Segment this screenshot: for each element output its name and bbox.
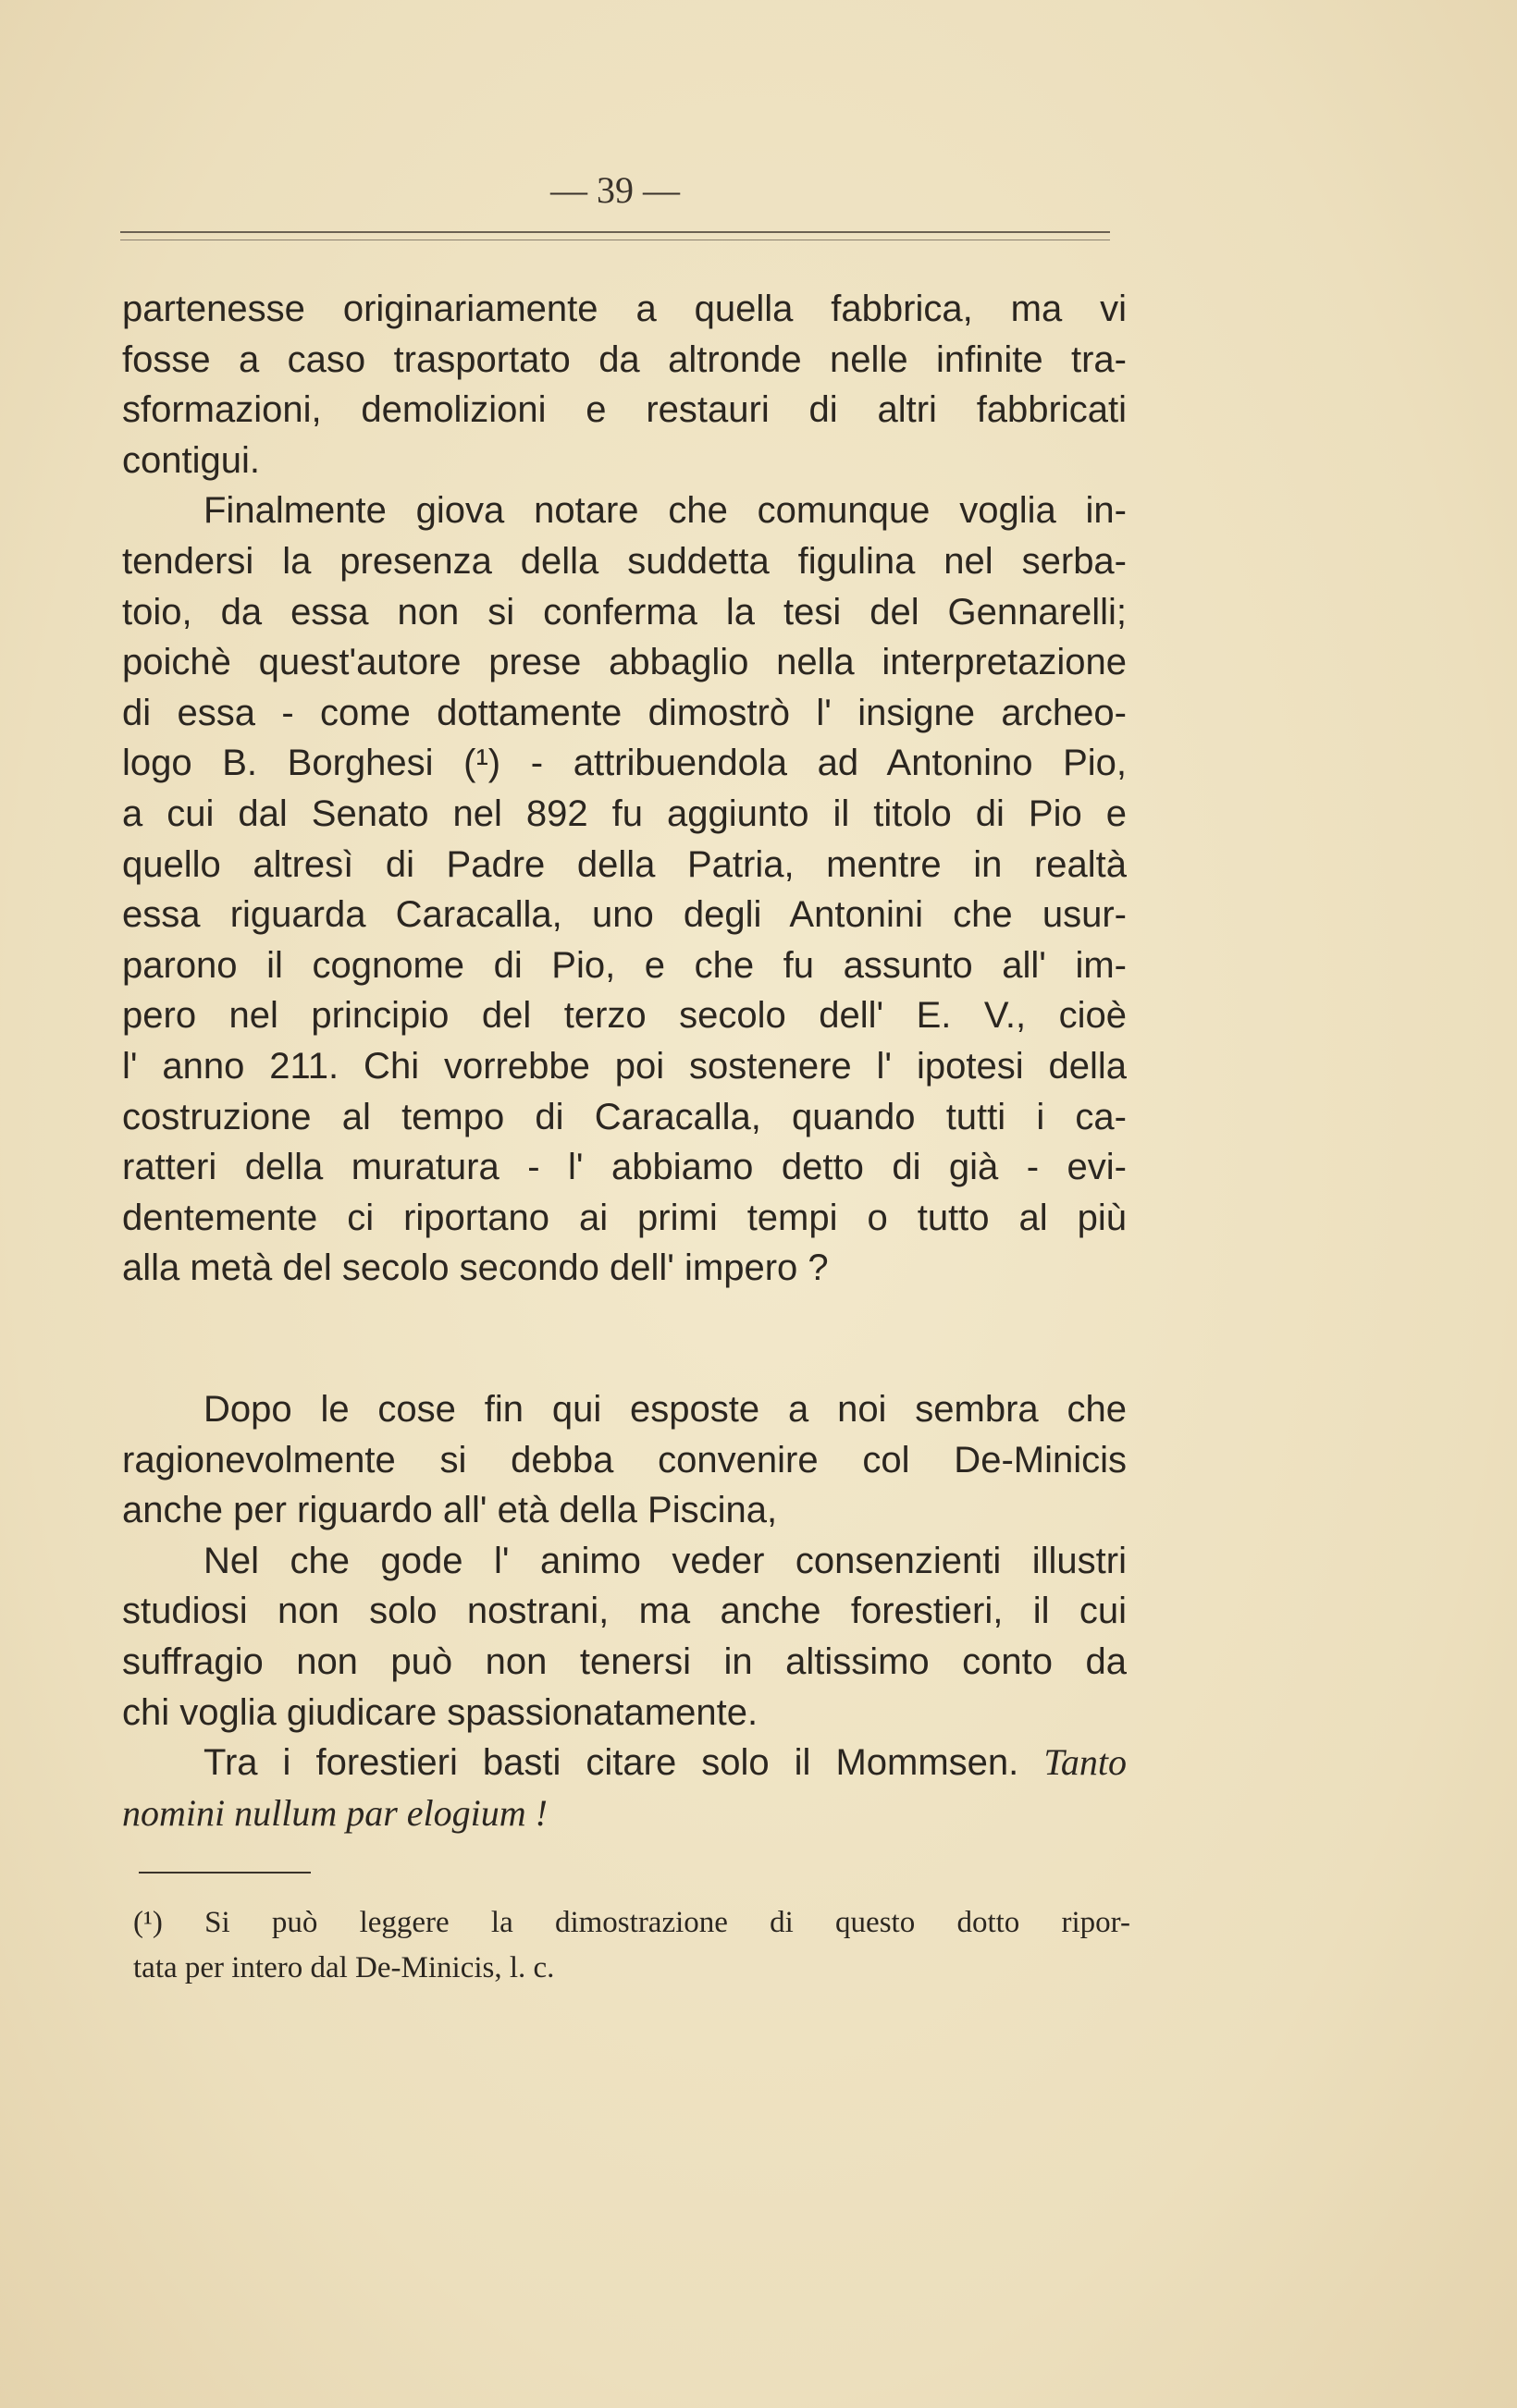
section1-line <box>122 1243 1127 1294</box>
line-text: fosse a caso trasportato da altronde nelle infinite tra- <box>122 338 1127 380</box>
section1-line <box>122 688 1127 739</box>
line-text: l' anno 211. Chi vorrebbe poi sostenere l' ipotesi della <box>122 1045 1127 1087</box>
footnote <box>133 1900 1130 1991</box>
latin-phrase-start: Tanto <box>1043 1741 1127 1784</box>
latin-phrase: nomini nullum par elogium ! <box>122 1791 548 1834</box>
section1-line <box>122 587 1127 638</box>
line-text: quello altresì di Padre della Patria, mentre in realtà <box>122 843 1127 885</box>
section1-line <box>122 890 1127 940</box>
line-text: ratteri della muratura - l' abbiamo detto di già - evi- <box>122 1147 1127 1188</box>
section2-line <box>122 1738 1127 1788</box>
line-text: studiosi non solo nostrani, ma anche forestieri, il cui <box>122 1591 1127 1632</box>
line-text: toio, da essa non si conferma la tesi del Gennarelli; <box>122 591 1127 633</box>
line-text: Dopo le cose fin qui esposte a noi sembra che <box>204 1389 1127 1430</box>
footnote-marker: (¹) <box>133 1906 163 1939</box>
line-text: contigui. <box>122 439 260 481</box>
line-text: anche per riguardo all' età della Piscina, <box>122 1490 778 1531</box>
line-text: partenesse originariamente a quella fabbrica, ma vi <box>122 289 1127 329</box>
section1-line <box>122 284 1127 335</box>
section2-line <box>122 1788 1127 1839</box>
section1-line <box>122 1092 1127 1143</box>
line-text: poichè quest'autore prese abbaglio nella interpretazione <box>122 642 1127 683</box>
line-text: essa riguarda Caracalla, uno degli Antonini che usur- <box>122 894 1127 936</box>
section1-line <box>122 840 1127 891</box>
section1-line <box>122 1193 1127 1244</box>
footnote-line-1 <box>133 1900 1130 1946</box>
line-text: ragionevolmente si debba convenire col De-Minicis <box>122 1439 1127 1480</box>
section2-line <box>122 1688 1127 1738</box>
line-text: Tra i forestieri basti citare solo il Mommsen. <box>204 1742 1019 1784</box>
line-text: dentemente ci riportano ai primi tempi o tutto al più <box>122 1197 1127 1238</box>
section2-line <box>122 1586 1127 1637</box>
line-text: parono il cognome di Pio, e che fu assunto all' im- <box>122 944 1127 986</box>
section1-line <box>122 789 1127 840</box>
section1-line <box>122 940 1127 991</box>
footnote-text: Si può leggere la dimostrazione di questo dotto ripor- <box>204 1906 1130 1939</box>
section2-line <box>122 1536 1127 1587</box>
section1-line <box>122 485 1127 536</box>
line-text: alla metà del secolo secondo dell' impero ? <box>122 1247 829 1289</box>
section1-line <box>122 1041 1127 1092</box>
section1-line <box>122 335 1127 386</box>
line-text: chi voglia giudicare spassionatamente. <box>122 1691 758 1733</box>
line-text: sformazioni, demolizioni e restauri di altri fabbricati <box>122 389 1127 431</box>
footnote-rule <box>139 1872 311 1874</box>
section2-line <box>122 1485 1127 1536</box>
section1-line <box>122 1142 1127 1193</box>
line-text: pero nel principio del terzo secolo dell' E. V., cioè <box>122 995 1127 1037</box>
line-text: di essa - come dottamente dimostrò l' insigne archeo- <box>122 692 1127 733</box>
line-text: Nel che gode l' animo veder consenzienti illustri <box>204 1540 1127 1581</box>
body-section-1 <box>122 284 1127 1294</box>
section1-line <box>122 436 1127 486</box>
section2-line <box>122 1435 1127 1486</box>
section1-line <box>122 536 1127 587</box>
line-text: logo B. Borghesi (¹) - attribuendola ad Antonino Pio, <box>122 743 1127 784</box>
page-number: — 39 — <box>550 169 680 211</box>
section1-line <box>122 738 1127 789</box>
header-rule <box>120 231 1110 233</box>
section1-line <box>122 990 1127 1041</box>
section2-line <box>122 1637 1127 1688</box>
section1-line <box>122 385 1127 436</box>
section1-line <box>122 637 1127 688</box>
line-text: Finalmente giova notare che comunque voglia in- <box>204 490 1127 532</box>
line-text: costruzione al tempo di Caracalla, quando tutti i ca- <box>122 1096 1127 1137</box>
line-text: tendersi la presenza della suddetta figulina nel serba- <box>122 540 1127 582</box>
line-text: a cui dal Senato nel 892 fu aggiunto il titolo di Pio e <box>122 792 1127 834</box>
body-section-2 <box>122 1384 1127 1838</box>
footnote-line-2: tata per intero dal De-Minicis, l. c. <box>133 1951 555 1984</box>
line-text: suffragio non può non tenersi in altissimo conto da <box>122 1640 1127 1682</box>
section2-line <box>122 1384 1127 1435</box>
